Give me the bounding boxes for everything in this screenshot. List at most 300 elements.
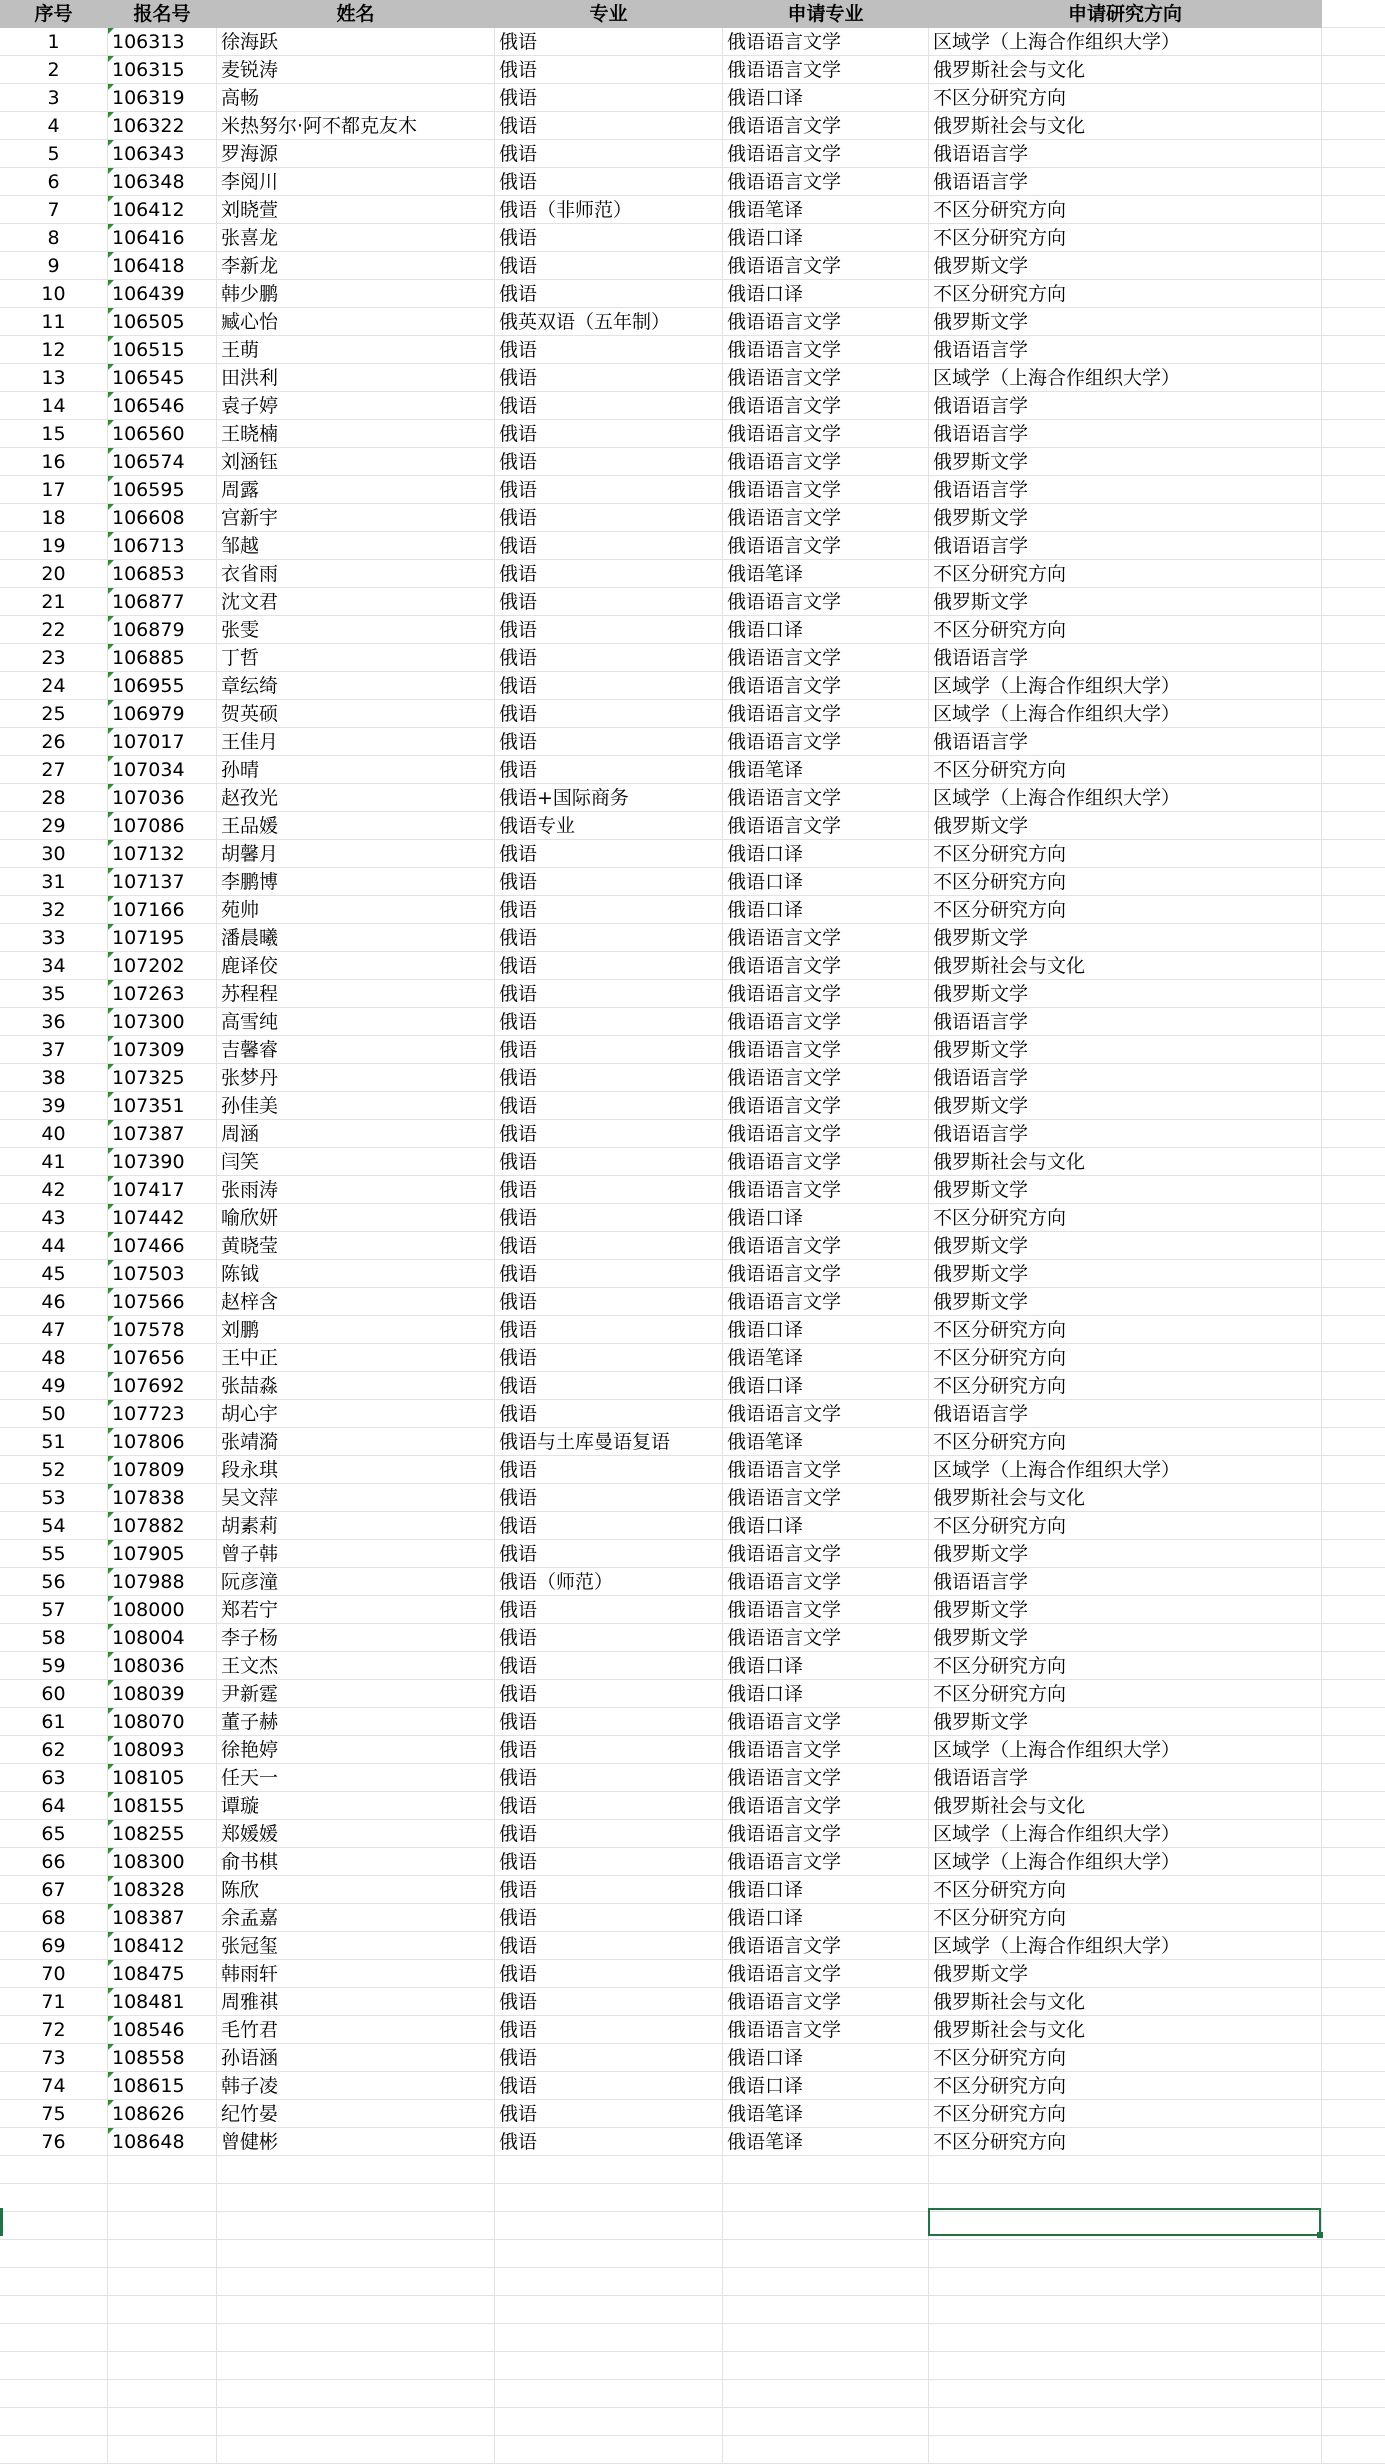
cell-applied-major[interactable]: 俄语语言文学 <box>723 784 929 812</box>
cell-index[interactable]: 20 <box>0 560 108 588</box>
cell-index[interactable]: 66 <box>0 1848 108 1876</box>
cell-applied-major[interactable]: 俄语语言文学 <box>723 168 929 196</box>
cell-registration-number[interactable] <box>108 1652 217 1680</box>
cell-major[interactable]: 俄语 <box>495 1008 723 1036</box>
cell-registration-number[interactable] <box>108 1764 217 1792</box>
cell-major[interactable]: 俄语 <box>495 448 723 476</box>
cell-name[interactable]: 刘涵钰 <box>217 448 495 476</box>
empty-cell[interactable] <box>1322 1596 1385 1624</box>
cell-name[interactable]: 米热努尔·阿不都克友木 <box>217 112 495 140</box>
empty-cell[interactable] <box>0 2436 108 2464</box>
cell-research-direction[interactable]: 俄语语言学 <box>929 1008 1322 1036</box>
cell-applied-major[interactable]: 俄语语言文学 <box>723 1120 929 1148</box>
cell-name[interactable]: 孙语涵 <box>217 2044 495 2072</box>
cell-registration-number[interactable] <box>108 1904 217 1932</box>
empty-cell[interactable] <box>1322 2212 1385 2240</box>
cell-major[interactable]: 俄语 <box>495 1988 723 2016</box>
cell-registration-number[interactable] <box>108 1288 217 1316</box>
empty-cell[interactable] <box>723 2212 929 2240</box>
cell-applied-major[interactable]: 俄语语言文学 <box>723 392 929 420</box>
empty-cell[interactable] <box>1322 1540 1385 1568</box>
cell-registration-number[interactable] <box>108 1876 217 1904</box>
empty-cell[interactable] <box>1322 1708 1385 1736</box>
empty-cell[interactable] <box>108 2268 217 2296</box>
cell-major[interactable]: 俄语 <box>495 560 723 588</box>
cell-index[interactable]: 16 <box>0 448 108 476</box>
empty-cell[interactable] <box>723 2324 929 2352</box>
cell-registration-number[interactable] <box>108 1148 217 1176</box>
cell-major[interactable]: 俄语 <box>495 2044 723 2072</box>
cell-name[interactable]: 苏程程 <box>217 980 495 1008</box>
cell-registration-number[interactable] <box>108 112 217 140</box>
cell-index[interactable]: 56 <box>0 1568 108 1596</box>
empty-cell[interactable] <box>1322 1652 1385 1680</box>
cell-index[interactable]: 72 <box>0 2016 108 2044</box>
empty-cell[interactable] <box>1322 2436 1385 2464</box>
cell-major[interactable]: 俄语 <box>495 728 723 756</box>
cell-index[interactable]: 55 <box>0 1540 108 1568</box>
empty-cell[interactable] <box>1322 476 1385 504</box>
cell-index[interactable]: 12 <box>0 336 108 364</box>
empty-cell[interactable] <box>1322 1820 1385 1848</box>
cell-index[interactable]: 54 <box>0 1512 108 1540</box>
empty-cell[interactable] <box>1322 336 1385 364</box>
cell-name[interactable]: 张雨涛 <box>217 1176 495 1204</box>
cell-name[interactable]: 韩雨轩 <box>217 1960 495 1988</box>
cell-major[interactable]: 俄语 <box>495 1092 723 1120</box>
cell-applied-major[interactable]: 俄语笔译 <box>723 2128 929 2156</box>
cell-research-direction[interactable]: 不区分研究方向 <box>929 1512 1322 1540</box>
empty-cell[interactable] <box>1322 1876 1385 1904</box>
cell-major[interactable]: 俄语 <box>495 1792 723 1820</box>
cell-index[interactable]: 21 <box>0 588 108 616</box>
cell-index[interactable]: 69 <box>0 1932 108 1960</box>
cell-major[interactable]: 俄语 <box>495 644 723 672</box>
cell-name[interactable]: 赵孜光 <box>217 784 495 812</box>
cell-major[interactable]: 俄语 <box>495 756 723 784</box>
cell-research-direction[interactable]: 俄罗斯社会与文化 <box>929 1792 1322 1820</box>
cell-name[interactable]: 王文杰 <box>217 1652 495 1680</box>
cell-name[interactable]: 衣省雨 <box>217 560 495 588</box>
cell-registration-number[interactable] <box>108 1708 217 1736</box>
cell-major[interactable]: 俄语 <box>495 1652 723 1680</box>
cell-major[interactable]: 俄语 <box>495 1120 723 1148</box>
empty-cell[interactable] <box>108 2408 217 2436</box>
cell-research-direction[interactable]: 区域学（上海合作组织大学） <box>929 1848 1322 1876</box>
cell-name[interactable]: 吴文萍 <box>217 1484 495 1512</box>
cell-registration-number[interactable] <box>108 1064 217 1092</box>
cell-applied-major[interactable]: 俄语口译 <box>723 1204 929 1232</box>
cell-applied-major[interactable]: 俄语语言文学 <box>723 112 929 140</box>
empty-cell[interactable] <box>217 2408 495 2436</box>
cell-index[interactable]: 44 <box>0 1232 108 1260</box>
empty-cell[interactable] <box>1322 168 1385 196</box>
cell-index[interactable]: 71 <box>0 1988 108 2016</box>
cell-name[interactable]: 麦锐涛 <box>217 56 495 84</box>
cell-index[interactable]: 50 <box>0 1400 108 1428</box>
cell-applied-major[interactable]: 俄语语言文学 <box>723 364 929 392</box>
cell-name[interactable]: 丁哲 <box>217 644 495 672</box>
cell-registration-number[interactable] <box>108 1960 217 1988</box>
cell-name[interactable]: 徐艳婷 <box>217 1736 495 1764</box>
cell-index[interactable]: 24 <box>0 672 108 700</box>
cell-name[interactable]: 李新龙 <box>217 252 495 280</box>
empty-cell[interactable] <box>723 2240 929 2268</box>
cell-major[interactable]: 俄语 <box>495 924 723 952</box>
column-header[interactable]: 姓名 <box>217 0 495 28</box>
cell-index[interactable]: 70 <box>0 1960 108 1988</box>
empty-cell[interactable] <box>108 2324 217 2352</box>
cell-name[interactable]: 王中正 <box>217 1344 495 1372</box>
cell-applied-major[interactable]: 俄语口译 <box>723 1652 929 1680</box>
empty-cell[interactable] <box>929 2380 1322 2408</box>
cell-major[interactable]: 俄语 <box>495 1176 723 1204</box>
empty-cell[interactable] <box>108 2380 217 2408</box>
cell-research-direction[interactable]: 不区分研究方向 <box>929 2044 1322 2072</box>
cell-name[interactable]: 胡馨月 <box>217 840 495 868</box>
empty-cell[interactable] <box>1322 1344 1385 1372</box>
cell-index[interactable]: 5 <box>0 140 108 168</box>
cell-research-direction[interactable]: 俄罗斯文学 <box>929 308 1322 336</box>
cell-research-direction[interactable]: 区域学（上海合作组织大学） <box>929 672 1322 700</box>
empty-cell[interactable] <box>1322 924 1385 952</box>
empty-cell[interactable] <box>1322 896 1385 924</box>
cell-major[interactable]: 俄语 <box>495 392 723 420</box>
cell-applied-major[interactable]: 俄语语言文学 <box>723 1176 929 1204</box>
cell-index[interactable]: 58 <box>0 1624 108 1652</box>
cell-name[interactable]: 尹新霆 <box>217 1680 495 1708</box>
cell-index[interactable]: 39 <box>0 1092 108 1120</box>
empty-cell[interactable] <box>1322 56 1385 84</box>
cell-index[interactable]: 51 <box>0 1428 108 1456</box>
cell-index[interactable]: 37 <box>0 1036 108 1064</box>
cell-major[interactable]: 俄语+国际商务 <box>495 784 723 812</box>
empty-cell[interactable] <box>495 2156 723 2184</box>
cell-major[interactable]: 俄语 <box>495 588 723 616</box>
cell-index[interactable]: 3 <box>0 84 108 112</box>
cell-major[interactable]: 俄语 <box>495 840 723 868</box>
cell-applied-major[interactable]: 俄语语言文学 <box>723 1736 929 1764</box>
cell-registration-number[interactable] <box>108 336 217 364</box>
cell-research-direction[interactable]: 俄罗斯文学 <box>929 1596 1322 1624</box>
cell-applied-major[interactable]: 俄语口译 <box>723 84 929 112</box>
cell-major[interactable]: 俄语 <box>495 1960 723 1988</box>
empty-cell[interactable] <box>1322 756 1385 784</box>
empty-cell[interactable] <box>723 2436 929 2464</box>
cell-major[interactable]: 俄语 <box>495 224 723 252</box>
empty-cell[interactable] <box>0 2212 108 2240</box>
cell-applied-major[interactable]: 俄语口译 <box>723 840 929 868</box>
cell-major[interactable]: 俄语 <box>495 28 723 56</box>
cell-registration-number[interactable] <box>108 784 217 812</box>
empty-cell[interactable] <box>217 2324 495 2352</box>
cell-index[interactable]: 73 <box>0 2044 108 2072</box>
empty-cell[interactable] <box>217 2380 495 2408</box>
cell-index[interactable]: 9 <box>0 252 108 280</box>
empty-cell[interactable] <box>1322 2268 1385 2296</box>
cell-major[interactable]: 俄语 <box>495 168 723 196</box>
cell-applied-major[interactable]: 俄语口译 <box>723 2072 929 2100</box>
cell-name[interactable]: 胡素莉 <box>217 1512 495 1540</box>
empty-cell[interactable] <box>1322 1512 1385 1540</box>
cell-major[interactable]: 俄语 <box>495 1764 723 1792</box>
cell-registration-number[interactable] <box>108 1540 217 1568</box>
cell-research-direction[interactable]: 俄罗斯文学 <box>929 1708 1322 1736</box>
cell-index[interactable]: 36 <box>0 1008 108 1036</box>
cell-major[interactable]: 俄语 <box>495 2072 723 2100</box>
cell-name[interactable]: 段永琪 <box>217 1456 495 1484</box>
cell-name[interactable]: 喻欣妍 <box>217 1204 495 1232</box>
empty-cell[interactable] <box>1322 1260 1385 1288</box>
empty-cell[interactable] <box>1322 560 1385 588</box>
cell-registration-number[interactable] <box>108 84 217 112</box>
empty-cell[interactable] <box>1322 84 1385 112</box>
empty-cell[interactable] <box>1322 1232 1385 1260</box>
cell-major[interactable]: 俄语与土库曼语复语 <box>495 1428 723 1456</box>
cell-name[interactable]: 吉馨睿 <box>217 1036 495 1064</box>
cell-name[interactable]: 贺英硕 <box>217 700 495 728</box>
cell-applied-major[interactable]: 俄语口译 <box>723 896 929 924</box>
empty-cell[interactable] <box>1322 840 1385 868</box>
empty-cell[interactable] <box>217 2296 495 2324</box>
cell-major[interactable]: 俄语 <box>495 1708 723 1736</box>
cell-name[interactable]: 董子赫 <box>217 1708 495 1736</box>
cell-research-direction[interactable]: 俄罗斯社会与文化 <box>929 112 1322 140</box>
empty-cell[interactable] <box>1322 1400 1385 1428</box>
cell-registration-number[interactable] <box>108 1092 217 1120</box>
empty-cell[interactable] <box>1322 2380 1385 2408</box>
cell-registration-number[interactable] <box>108 392 217 420</box>
cell-name[interactable]: 周涵 <box>217 1120 495 1148</box>
empty-cell[interactable] <box>1322 700 1385 728</box>
cell-index[interactable]: 42 <box>0 1176 108 1204</box>
empty-cell[interactable] <box>1322 1736 1385 1764</box>
cell-registration-number[interactable] <box>108 2072 217 2100</box>
cell-applied-major[interactable]: 俄语语言文学 <box>723 1092 929 1120</box>
cell-index[interactable]: 49 <box>0 1372 108 1400</box>
cell-research-direction[interactable]: 俄语语言学 <box>929 140 1322 168</box>
cell-registration-number[interactable] <box>108 1316 217 1344</box>
cell-registration-number[interactable] <box>108 1204 217 1232</box>
cell-major[interactable]: 俄语 <box>495 2016 723 2044</box>
cell-name[interactable]: 王佳月 <box>217 728 495 756</box>
cell-major[interactable]: 俄语 <box>495 1848 723 1876</box>
cell-research-direction[interactable]: 俄罗斯文学 <box>929 252 1322 280</box>
cell-registration-number[interactable] <box>108 616 217 644</box>
cell-research-direction[interactable]: 不区分研究方向 <box>929 1652 1322 1680</box>
cell-major[interactable]: 俄语 <box>495 700 723 728</box>
cell-applied-major[interactable]: 俄语语言文学 <box>723 476 929 504</box>
empty-cell[interactable] <box>929 2436 1322 2464</box>
cell-research-direction[interactable]: 俄罗斯文学 <box>929 448 1322 476</box>
empty-cell[interactable] <box>1322 28 1385 56</box>
cell-major[interactable]: 俄语 <box>495 1820 723 1848</box>
cell-name[interactable]: 邹越 <box>217 532 495 560</box>
cell-major[interactable]: 俄语 <box>495 532 723 560</box>
empty-cell[interactable] <box>1322 616 1385 644</box>
cell-index[interactable]: 17 <box>0 476 108 504</box>
empty-cell[interactable] <box>217 2184 495 2212</box>
empty-cell[interactable] <box>1322 0 1385 28</box>
cell-applied-major[interactable]: 俄语口译 <box>723 1316 929 1344</box>
cell-index[interactable]: 63 <box>0 1764 108 1792</box>
cell-applied-major[interactable]: 俄语口译 <box>723 616 929 644</box>
cell-index[interactable]: 40 <box>0 1120 108 1148</box>
cell-registration-number[interactable] <box>108 980 217 1008</box>
cell-name[interactable]: 孙晴 <box>217 756 495 784</box>
cell-applied-major[interactable]: 俄语语言文学 <box>723 644 929 672</box>
empty-cell[interactable] <box>0 2296 108 2324</box>
cell-research-direction[interactable]: 俄语语言学 <box>929 1064 1322 1092</box>
cell-applied-major[interactable]: 俄语语言文学 <box>723 1708 929 1736</box>
cell-applied-major[interactable]: 俄语口译 <box>723 1512 929 1540</box>
cell-registration-number[interactable] <box>108 644 217 672</box>
cell-name[interactable]: 阮彦潼 <box>217 1568 495 1596</box>
empty-cell[interactable] <box>929 2324 1322 2352</box>
cell-major[interactable]: 俄语 <box>495 1064 723 1092</box>
cell-index[interactable]: 62 <box>0 1736 108 1764</box>
cell-major[interactable]: 俄语 <box>495 616 723 644</box>
cell-index[interactable]: 76 <box>0 2128 108 2156</box>
empty-cell[interactable] <box>108 2240 217 2268</box>
cell-index[interactable]: 29 <box>0 812 108 840</box>
empty-cell[interactable] <box>217 2240 495 2268</box>
cell-applied-major[interactable]: 俄语口译 <box>723 1904 929 1932</box>
cell-index[interactable]: 11 <box>0 308 108 336</box>
empty-cell[interactable] <box>1322 308 1385 336</box>
empty-cell[interactable] <box>108 2212 217 2240</box>
cell-name[interactable]: 闫笑 <box>217 1148 495 1176</box>
cell-registration-number[interactable] <box>108 1260 217 1288</box>
cell-name[interactable]: 田洪利 <box>217 364 495 392</box>
cell-research-direction[interactable]: 俄罗斯社会与文化 <box>929 2016 1322 2044</box>
empty-cell[interactable] <box>217 2436 495 2464</box>
cell-registration-number[interactable] <box>108 1624 217 1652</box>
cell-applied-major[interactable]: 俄语语言文学 <box>723 1540 929 1568</box>
cell-major[interactable]: 俄语 <box>495 980 723 1008</box>
cell-index[interactable]: 68 <box>0 1904 108 1932</box>
cell-name[interactable]: 郑媛媛 <box>217 1820 495 1848</box>
cell-index[interactable]: 8 <box>0 224 108 252</box>
cell-major[interactable]: 俄语 <box>495 2100 723 2128</box>
empty-cell[interactable] <box>1322 280 1385 308</box>
cell-major[interactable]: 俄语 <box>495 1260 723 1288</box>
cell-index[interactable]: 35 <box>0 980 108 1008</box>
cell-registration-number[interactable] <box>108 1232 217 1260</box>
cell-registration-number[interactable] <box>108 168 217 196</box>
cell-major[interactable]: 俄语 <box>495 1148 723 1176</box>
empty-cell[interactable] <box>1322 2044 1385 2072</box>
cell-major[interactable]: 俄语 <box>495 2128 723 2156</box>
cell-registration-number[interactable] <box>108 1428 217 1456</box>
column-header[interactable]: 专业 <box>495 0 723 28</box>
cell-applied-major[interactable]: 俄语语言文学 <box>723 924 929 952</box>
cell-registration-number[interactable] <box>108 140 217 168</box>
cell-major[interactable]: 俄语 <box>495 672 723 700</box>
cell-major[interactable]: 俄语 <box>495 1932 723 1960</box>
cell-registration-number[interactable] <box>108 756 217 784</box>
cell-applied-major[interactable]: 俄语语言文学 <box>723 140 929 168</box>
cell-applied-major[interactable]: 俄语语言文学 <box>723 420 929 448</box>
cell-index[interactable]: 75 <box>0 2100 108 2128</box>
cell-name[interactable]: 俞书棋 <box>217 1848 495 1876</box>
empty-cell[interactable] <box>723 2184 929 2212</box>
cell-research-direction[interactable]: 俄语语言学 <box>929 420 1322 448</box>
cell-registration-number[interactable] <box>108 1596 217 1624</box>
cell-research-direction[interactable]: 区域学（上海合作组织大学） <box>929 1932 1322 1960</box>
cell-applied-major[interactable]: 俄语语言文学 <box>723 532 929 560</box>
cell-research-direction[interactable]: 俄罗斯文学 <box>929 980 1322 1008</box>
cell-research-direction[interactable]: 不区分研究方向 <box>929 616 1322 644</box>
cell-registration-number[interactable] <box>108 476 217 504</box>
cell-index[interactable]: 28 <box>0 784 108 812</box>
cell-applied-major[interactable]: 俄语语言文学 <box>723 308 929 336</box>
cell-name[interactable]: 王晓楠 <box>217 420 495 448</box>
empty-cell[interactable] <box>1322 532 1385 560</box>
cell-applied-major[interactable]: 俄语语言文学 <box>723 1764 929 1792</box>
cell-name[interactable]: 潘晨曦 <box>217 924 495 952</box>
column-header[interactable]: 报名号 <box>108 0 217 28</box>
empty-cell[interactable] <box>1322 1148 1385 1176</box>
cell-applied-major[interactable]: 俄语语言文学 <box>723 1624 929 1652</box>
cell-name[interactable]: 赵梓含 <box>217 1288 495 1316</box>
cell-major[interactable]: 俄语 <box>495 364 723 392</box>
cell-research-direction[interactable]: 区域学（上海合作组织大学） <box>929 28 1322 56</box>
cell-major[interactable]: 俄语 <box>495 1372 723 1400</box>
empty-cell[interactable] <box>1322 980 1385 1008</box>
cell-major[interactable]: 俄英双语（五年制） <box>495 308 723 336</box>
empty-cell[interactable] <box>0 2352 108 2380</box>
empty-cell[interactable] <box>1322 2240 1385 2268</box>
cell-applied-major[interactable]: 俄语语言文学 <box>723 336 929 364</box>
cell-name[interactable]: 张雯 <box>217 616 495 644</box>
cell-registration-number[interactable] <box>108 952 217 980</box>
cell-applied-major[interactable]: 俄语语言文学 <box>723 1820 929 1848</box>
cell-applied-major[interactable]: 俄语语言文学 <box>723 1484 929 1512</box>
cell-major[interactable]: 俄语 <box>495 1540 723 1568</box>
empty-cell[interactable] <box>1322 868 1385 896</box>
cell-applied-major[interactable]: 俄语口译 <box>723 1680 929 1708</box>
cell-name[interactable]: 黄晓莹 <box>217 1232 495 1260</box>
cell-applied-major[interactable]: 俄语语言文学 <box>723 28 929 56</box>
cell-research-direction[interactable]: 俄罗斯文学 <box>929 1960 1322 1988</box>
empty-cell[interactable] <box>1322 392 1385 420</box>
cell-research-direction[interactable]: 俄罗斯文学 <box>929 812 1322 840</box>
cell-major[interactable]: 俄语 <box>495 1232 723 1260</box>
cell-research-direction[interactable]: 俄语语言学 <box>929 168 1322 196</box>
cell-index[interactable]: 2 <box>0 56 108 84</box>
cell-applied-major[interactable]: 俄语语言文学 <box>723 1988 929 2016</box>
cell-registration-number[interactable] <box>108 588 217 616</box>
empty-cell[interactable] <box>723 2380 929 2408</box>
empty-cell[interactable] <box>1322 1792 1385 1820</box>
empty-cell[interactable] <box>929 2156 1322 2184</box>
cell-research-direction[interactable]: 俄语语言学 <box>929 1764 1322 1792</box>
cell-research-direction[interactable]: 不区分研究方向 <box>929 840 1322 868</box>
empty-cell[interactable] <box>108 2352 217 2380</box>
cell-index[interactable]: 45 <box>0 1260 108 1288</box>
cell-name[interactable]: 张喜龙 <box>217 224 495 252</box>
cell-major[interactable]: 俄语 <box>495 1316 723 1344</box>
empty-cell[interactable] <box>929 2240 1322 2268</box>
cell-index[interactable]: 57 <box>0 1596 108 1624</box>
empty-cell[interactable] <box>217 2212 495 2240</box>
cell-applied-major[interactable]: 俄语语言文学 <box>723 1008 929 1036</box>
cell-name[interactable]: 孙佳美 <box>217 1092 495 1120</box>
empty-cell[interactable] <box>1322 2100 1385 2128</box>
empty-cell[interactable] <box>1322 1064 1385 1092</box>
empty-cell[interactable] <box>495 2184 723 2212</box>
